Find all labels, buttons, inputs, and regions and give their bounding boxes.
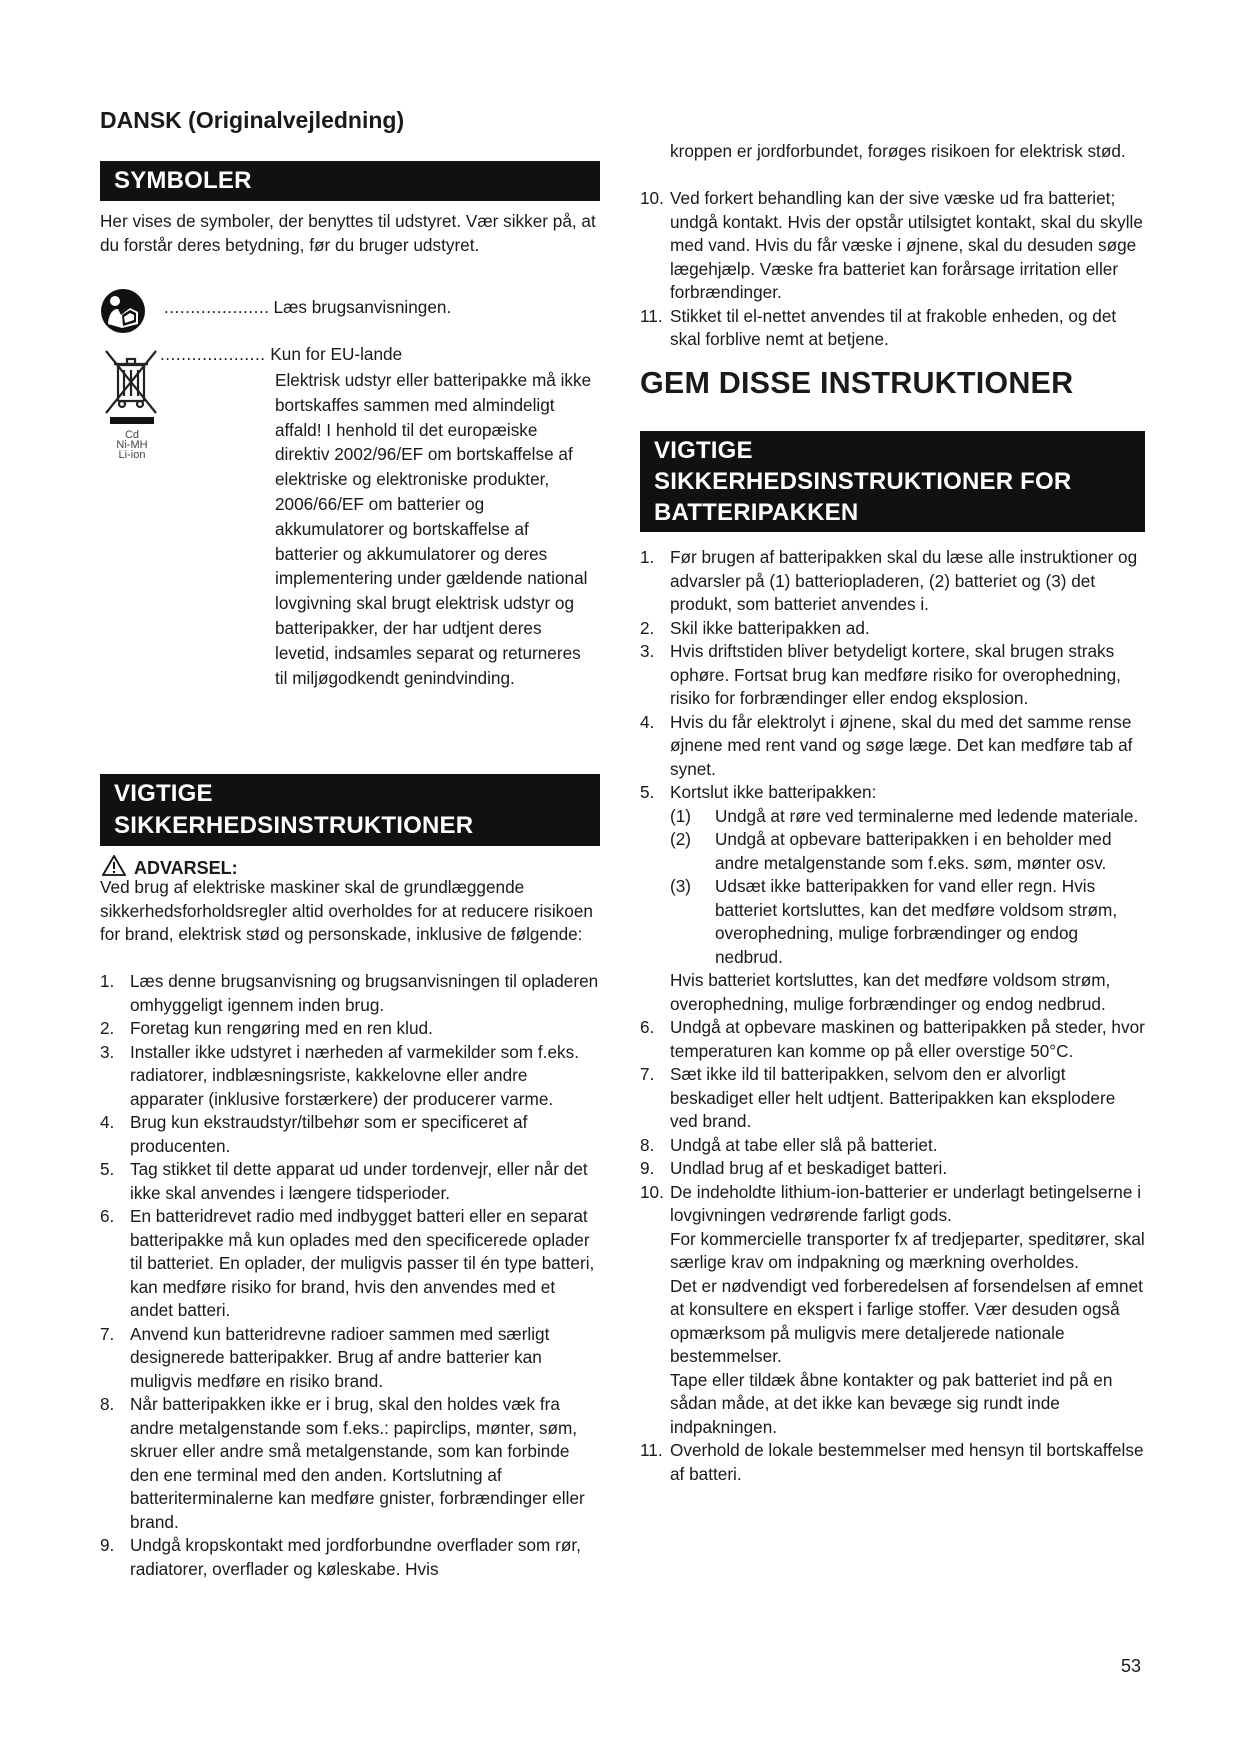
- list-item: [640, 1439, 1145, 1486]
- list-item: [640, 781, 1145, 805]
- list-item: [640, 1063, 1145, 1134]
- symbol-manual-text: Læs brugsanvisningen.: [273, 297, 452, 317]
- battery-label-cd: Cd: [124, 429, 140, 441]
- item-number: 1.: [100, 971, 115, 991]
- sub-item-number: (3): [670, 876, 692, 896]
- item-number: 9.: [640, 1158, 655, 1178]
- sub-item-number: (1): [670, 805, 692, 826]
- safety-header-line1: VIGTIGE: [114, 780, 213, 807]
- continued-list: [640, 187, 1145, 352]
- save-instructions-title: GEM DISSE INSTRUKTIONER: [640, 366, 1074, 400]
- battery-safety-header: [640, 431, 1145, 532]
- item-number: 7.: [100, 1323, 115, 1344]
- symbol-row-manual: [100, 288, 451, 334]
- symbol-eu-title: Kun for EU-lande: [270, 344, 403, 364]
- safety-header-line2: SIKKERHEDSINSTRUKTIONER: [114, 812, 474, 839]
- language-title: DANSK (Originalvejledning): [100, 107, 405, 133]
- sub-item-number: (2): [670, 829, 692, 849]
- symbols-header: [100, 161, 600, 201]
- symbol-eu-title-row: [160, 343, 600, 367]
- sub-item-text: Udsæt ikke batteripakken for vand eller regn. Hvis batteriet kortsluttes, kan det medføre voldsom strøm, overophedning, mulige forbrændinger og endog nedbrud.: [715, 876, 1118, 967]
- item-number: 10.: [640, 1181, 664, 1202]
- item-number: 6.: [100, 1206, 115, 1226]
- list-item: [640, 1016, 1145, 1063]
- item-text: De indeholdte lithium-ion-batterier er underlagt betingelserne i lovgivningen vedrørende farligt gods.: [670, 1181, 1142, 1225]
- list-item: [100, 1111, 600, 1158]
- item-number: 7.: [640, 1064, 655, 1084]
- item-text: Stikket til el-nettet anvendes til at frakoble enheden, og det skal forblive nemt at betjene.: [670, 305, 1117, 349]
- item-number: 11.: [640, 1440, 663, 1460]
- item-text: Installer ikke udstyret i nærheden af varmekilder som f.eks. radiatorer, indblæsningsriste, kakkelovne eller andre apparater (inklusive forstærkere) der producerer varme.: [130, 1041, 579, 1109]
- read-manual-icon: [100, 288, 146, 334]
- transport-note: Tape eller tildæk åbne kontakter og pak batteriet ind på en sådan måde, at det ikke kan bevæge sig rundt inde indpakningen.: [670, 1369, 1113, 1437]
- safety-list: [100, 970, 600, 1581]
- item-number: 4.: [100, 1112, 115, 1132]
- item-number: 8.: [100, 1394, 115, 1414]
- item-number: 6.: [640, 1017, 655, 1037]
- transport-note: For kommercielle transporter fx af tredjeparter, speditører, skal særlige krav om indpakning og mærkning overholdes.: [670, 1228, 1145, 1272]
- item-text: Tag stikket til dette apparat ud under tordenvejr, eller når det ikke skal anvendes i længere tidsperioder.: [130, 1159, 588, 1203]
- sub-item: [640, 875, 1145, 969]
- item-text: Skil ikke batteripakken ad.: [670, 617, 870, 638]
- item-number: 10.: [640, 188, 664, 208]
- item-text: Kortslut ikke batteripakken:: [670, 782, 877, 802]
- item-text: Undlad brug af et beskadiget batteri.: [670, 1158, 948, 1178]
- item-number: 3.: [640, 641, 655, 661]
- page-number: 53: [1120, 1656, 1141, 1676]
- list-item: [640, 187, 1145, 305]
- item-number: 5.: [100, 1159, 115, 1179]
- battery-label-liion: Li-ion: [118, 449, 146, 461]
- safety-header: [100, 774, 600, 846]
- continued-text: kroppen er jordforbundet, forøges risikoen for elektrisk stød.: [670, 141, 1126, 161]
- list-item: [100, 1158, 600, 1205]
- item-text: Undgå kropskontakt med jordforbundne overflader som rør, radiatorer, overflader og køleskabe. Hvis: [130, 1535, 581, 1579]
- transport-note: Det er nødvendigt ved forberedelsen af forsendelsen af emnet at konsultere en ekspert i farlige stoffer. Vær desuden også opmærksom på muligvis mere detaljerede nationale bestemmelser.: [670, 1275, 1143, 1366]
- item-number: 11.: [640, 305, 663, 326]
- symbols-intro: Her vises de symboler, der benyttes til udstyret. Vær sikker på, at du forstår deres betydning, før du bruger udstyret.: [100, 211, 596, 255]
- item-text: Læs denne brugsanvisning og brugsanvisningen til opladeren omhyggeligt igennem inden brug.: [130, 971, 599, 1015]
- list-item: [640, 1134, 1145, 1158]
- item-number: 5.: [640, 782, 655, 802]
- item-number: 8.: [640, 1134, 655, 1155]
- list-item: [100, 1534, 600, 1581]
- item-text: Hvis driftstiden bliver betydeligt kortere, skal brugen straks ophøre. Fortsat brug kan medføre risiko for overophedning, risiko for forbrændinger eller endog eksplosion.: [670, 641, 1121, 708]
- sub-item: [640, 805, 1145, 829]
- symbol-eu-body: Elektrisk udstyr eller batteripakke må ikke bortskaffes sammen med almindeligt affald! I henhold til det europæiske direktiv 2002/96/EF om bortskaffelse af elektriske og elektroniske produkter, 2006/66/EF om batterier og akkumulatorer og bortskaffelse af batterier og akkumulatorer og deres implementering under gældende national lovgivning skal brugt elektrisk udstyr og batteripakker, der har udtjent deres levetid, indsamles separat og returneres til miljøgodkendt genindvinding.: [275, 370, 592, 688]
- list-item: [100, 1323, 600, 1394]
- sub-item: [640, 828, 1145, 875]
- item-text: Foretag kun rengøring med en ren klud.: [130, 1018, 433, 1038]
- warning-intro: Ved brug af elektriske maskiner skal de grundlæggende sikkerhedsforholdsregler altid overholdes for at reducere risikoen for brand, elektrisk stød og personskade, inklusive de følgende:: [100, 877, 593, 944]
- battery-chemistry-labels: [104, 430, 160, 460]
- item-number: 4.: [640, 711, 655, 732]
- list-item: [640, 1181, 1145, 1228]
- list-item: [100, 1393, 600, 1534]
- item-text: Brug kun ekstraudstyr/tilbehør som er specificeret af producenten.: [130, 1112, 528, 1156]
- battery-header-line1: VIGTIGE: [654, 437, 753, 464]
- weee-icon: [100, 343, 162, 420]
- item-text: Når batteripakken ikke er i brug, skal den holdes væk fra andre metalgenstande som f.eks.: papirclips, mønter, søm, skruer eller andre små metalgenstande, som kan forbinde den ene terminal med den anden. Kortslutning af batteriterminalerne kan medføre gnister, forbrændinger eller brand.: [130, 1394, 585, 1532]
- weee-bar: [110, 417, 154, 424]
- item-text: Hvis du får elektrolyt i øjnene, skal du med det samme rense øjnene med rent vand og søge læge. Det kan medføre tab af synet.: [670, 711, 1133, 779]
- list-item: [640, 617, 1145, 641]
- item-text: Undgå at tabe eller slå på batteriet.: [670, 1134, 938, 1155]
- item-text: Ved forkert behandling kan der sive væske ud fra batteriet; undgå kontakt. Hvis der opstår utilsigtet kontakt, skal du skylle med vand. Hvis du får væske i øjnene, skal du desuden søge lægehjælp. Væske fra batteriet kan forårsage irritation eller forbrændinger.: [670, 188, 1143, 302]
- short-circuit-note: Hvis batteriet kortsluttes, kan det medføre voldsom strøm, overophedning, mulige forbrændinger og endog nedbrud.: [670, 970, 1111, 1014]
- symbols-header-text: SYMBOLER: [114, 167, 252, 194]
- item-text: Sæt ikke ild til batteripakken, selvom den er alvorligt beskadiget eller helt udtjent. Batteripakken kan eksplodere ved brand.: [670, 1064, 1116, 1131]
- sub-item-text: Undgå at opbevare batteripakken i en beholder med andre metalgenstande som f.eks. søm, mønter osv.: [715, 829, 1112, 873]
- item-text: Anvend kun batteridrevne radioer sammen med særligt designerede batteripakker. Brug af andre batterier kan muligvis medføre en risiko brand.: [130, 1323, 550, 1391]
- battery-header-line2: SIKKERHEDSINSTRUKTIONER FOR: [654, 468, 1072, 495]
- list-item: [640, 711, 1145, 782]
- list-item: [640, 640, 1145, 711]
- item-number: 9.: [100, 1535, 115, 1555]
- item-text: Overhold de lokale bestemmelser med hensyn til bortskaffelse af batteri.: [670, 1440, 1144, 1484]
- item-number: 1.: [640, 547, 655, 567]
- item-text: Undgå at opbevare maskinen og batteripakken på steder, hvor temperaturen kan komme op på eller overstige 50°C.: [670, 1017, 1145, 1061]
- list-item: [640, 546, 1145, 617]
- battery-safety-list: [640, 546, 1145, 1486]
- list-item: [100, 1041, 600, 1112]
- list-item: [100, 1205, 600, 1323]
- warning-label: ADVARSEL:: [134, 857, 238, 878]
- list-item: [100, 1017, 600, 1041]
- item-text: En batteridrevet radio med indbygget batteri eller en separat batteripakke må kun oplades med den specificerede oplader til batteriet. En oplader, der muligvis passer til én type batteri, kan medføre risiko for brand, hvis den anvendes med et andet batteri.: [130, 1206, 595, 1320]
- item-number: 2.: [100, 1018, 115, 1038]
- battery-header-line3: BATTERIPAKKEN: [654, 499, 859, 526]
- list-item: [640, 305, 1145, 352]
- item-number: 3.: [100, 1041, 115, 1062]
- sub-item-text: Undgå at røre ved terminalerne med ledende materiale.: [715, 805, 1139, 826]
- item-text: Før brugen af batteripakken skal du læse alle instruktioner og advarsler på (1) batteriopladeren, (2) batteriet og (3) det produkt, som batteriet anvendes i.: [670, 547, 1138, 614]
- symbol-dots: ....................: [164, 297, 270, 317]
- list-item: [100, 970, 600, 1017]
- item-number: 2.: [640, 617, 655, 638]
- battery-label-nimh: Ni-MH: [116, 439, 148, 451]
- list-item: [640, 1157, 1145, 1181]
- symbol-dots: ....................: [160, 344, 266, 364]
